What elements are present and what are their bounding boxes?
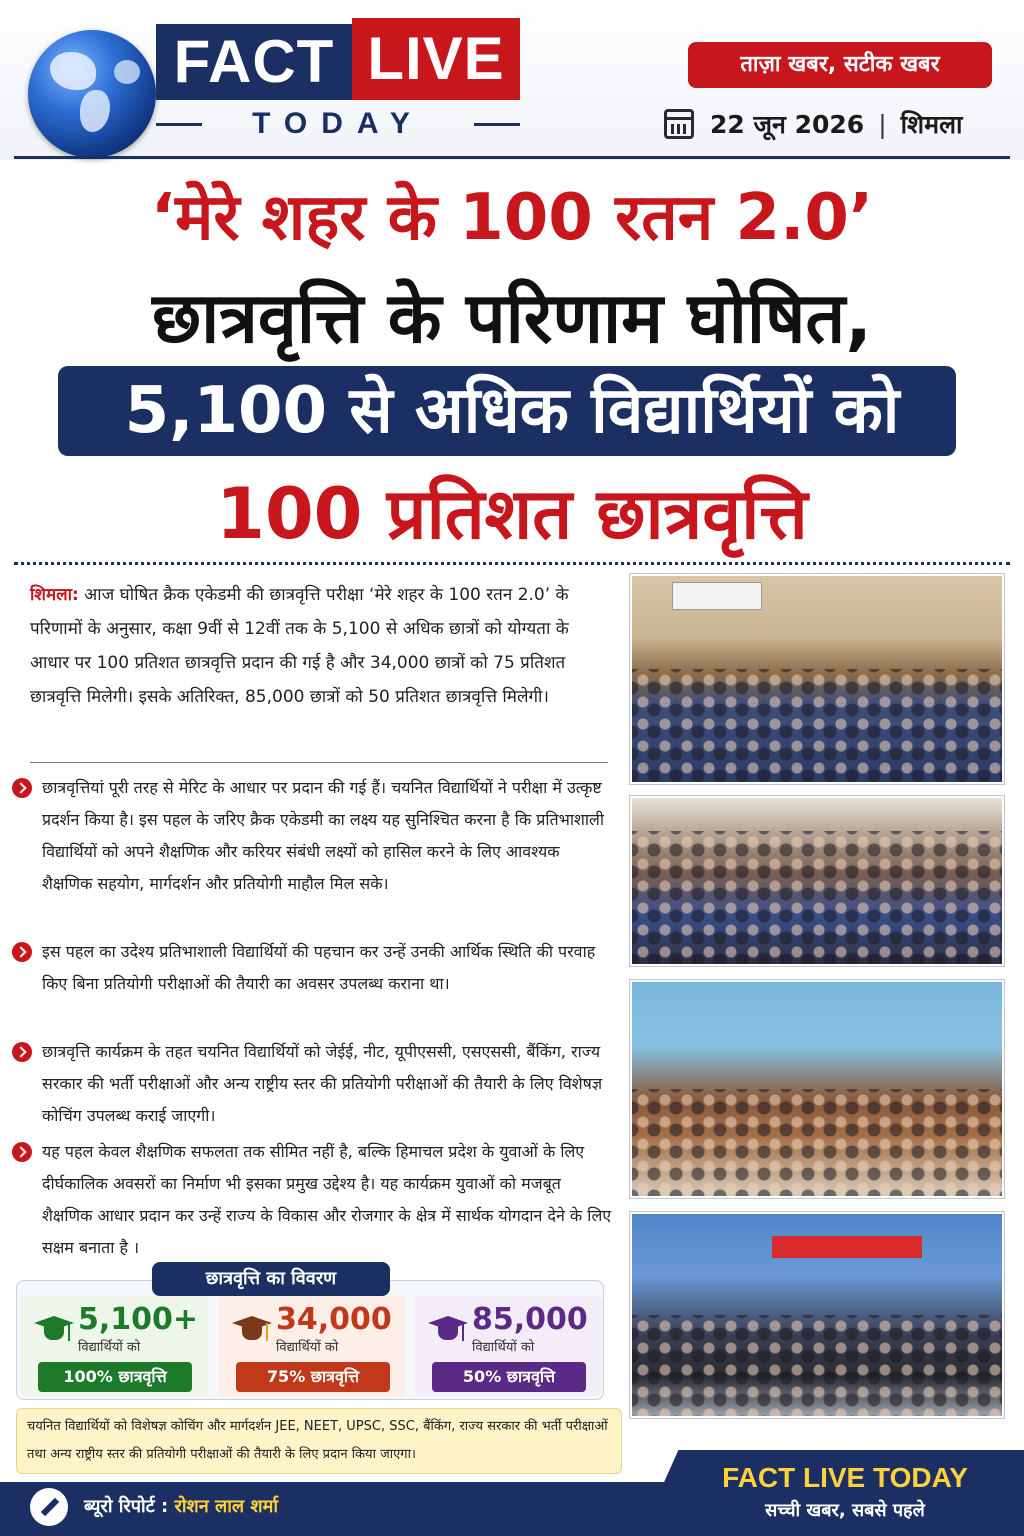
logo-word-today: TODAY (252, 107, 424, 140)
header (0, 0, 1024, 160)
bullet-text: छात्रवृत्ति कार्यक्रम के तहत चयनित विद्यार्थियों को जेईई, नीट, यूपीएससी, एसएससी, बैंकिंग, राज्य सरकार की भर्ती परीक्षाओं और अन्य राष्ट्रीय स्तर की प्रतियोगी परीक्षाओं की तैयारी के लिए विशेषज्ञ कोचिंग उपलब्ध कराई जाएगी। (42, 1042, 603, 1125)
lead-text: आज घोषित क्रैक एकेडमी की छात्रवृत्ति परीक्षा ‘मेरे शहर के 100 रतन 2.0’ के परिणामों के अनुसार, कक्षा 9वीं से 12वीं तक के 5,100 से अधिक छात्रों को योग्यता के आधार पर 100 प्रतिशत छात्रवृत्ति प्रदान की गई है और 34,000 छात्रों को 75 प्रतिशत छात्रवृत्ति मिलेगी। इसके अतिरिक्त, 85,000 छात्रों को 50 प्रतिशत छात्रवृत्ति मिलेगी। (30, 585, 569, 707)
headline-line-2: छात्रवृत्ति के परिणाम घोषित, (152, 277, 872, 359)
photo-signboard (672, 582, 762, 610)
photo-crowd (632, 1089, 1002, 1196)
scholarship-details-title: छात्रवृत्ति का विवरण (152, 1262, 390, 1296)
bullet-text: इस पहल का उदेश्य प्रतिभाशाली विद्यार्थियों की पहचान कर उन्हें उनकी आर्थिक स्थिति की परवाह किए बिना प्रतियोगी परीक्षाओं की तैयारी का अवसर उपलब्ध कराना था। (42, 942, 596, 993)
globe-icon (28, 30, 156, 158)
graduation-cap-icon (34, 1312, 74, 1346)
location-text: शिमला (900, 110, 963, 139)
logo-word-live: LIVE (352, 18, 520, 100)
photo-exam-room (630, 1212, 1004, 1418)
bullet-item (12, 936, 612, 1000)
header-tagline: ताज़ा खबर, सटीक खबर (688, 42, 992, 88)
chevron-right-icon (12, 1042, 32, 1062)
bullet-item (12, 1136, 612, 1264)
photo-crowd (632, 831, 1002, 964)
header-divider (14, 156, 1010, 159)
footer-brand: FACT LIVE TODAY (722, 1462, 968, 1493)
dateline-separator: | (878, 109, 887, 139)
stat-badge: 50% छात्रवृत्ति (432, 1362, 586, 1392)
chevron-right-icon (12, 942, 32, 962)
chevron-right-icon (12, 1142, 32, 1162)
stat-card-100 (20, 1296, 208, 1396)
photo-banner (772, 1236, 922, 1258)
chevron-right-icon (12, 778, 32, 798)
stat-label: विद्यार्थियों को (78, 1340, 141, 1355)
photo-exam-classroom (630, 980, 1004, 1198)
photo-students-hall (630, 796, 1004, 966)
photo-crowd (632, 669, 1002, 782)
headline-line-1: ‘मेरे शहर के 100 रतन 2.0’ (150, 181, 874, 255)
stat-label: विद्यार्थियों को (472, 1340, 535, 1355)
coaching-note: चयनित विद्यार्थियों को विशेषज्ञ कोचिंग और मार्गदर्शन JEE, NEET, UPSC, SSC, बैंकिंग, राज्य सरकार की भर्ती परीक्षाओं तथा अन्य राष्ट्रीय स्तर की प्रतियोगी परीक्षाओं की तैयारी के लिए प्रदान किया जाएगा। (16, 1408, 622, 1474)
headline-line-3: 5,100 से अधिक विद्यार्थियों को (124, 374, 900, 448)
dateline-city: शिमला: (30, 585, 79, 605)
lead-divider (30, 762, 608, 763)
reporter-label: ब्यूरो रिपोर्ट : (84, 1496, 175, 1517)
bullet-text: यह पहल केवल शैक्षणिक सफलता तक सीमित नहीं है, बल्कि हिमाचल प्रदेश के युवाओं के लिए दीर्घकालिक अवसरों का निर्माण भी इसका प्रमुख उद्देश्य है। यह कार्यक्रम युवाओं को मजबूत शैक्षणिक आधार प्रदान कर उन्हें राज्य के विकास और रोजगार के क्षेत्र में सार्थक योगदान देने के लिए सक्षम बनाता है । (42, 1142, 612, 1257)
stat-label: विद्यार्थियों को (276, 1340, 339, 1355)
stat-count: 5,100+ (78, 1302, 199, 1337)
dateline (664, 104, 1008, 144)
footer-brand-tagline: सच्ची खबर, सबसे पहले (765, 1500, 925, 1521)
bullet-item (12, 772, 612, 900)
lead-paragraph (30, 578, 612, 754)
stat-card-50 (414, 1296, 602, 1396)
stat-badge: 75% छात्रवृत्ति (236, 1362, 390, 1392)
calendar-icon (664, 109, 694, 139)
graduation-cap-icon (232, 1312, 272, 1346)
stat-badge: 100% छात्रवृत्ति (38, 1362, 192, 1392)
graduation-cap-icon (428, 1312, 468, 1346)
logo-today (156, 104, 520, 144)
pen-icon (30, 1488, 68, 1526)
reporter-name: रोशन लाल शर्मा (174, 1496, 279, 1517)
photo-students-courtyard (630, 574, 1004, 784)
stat-count: 85,000 (472, 1302, 588, 1337)
logo-word-fact: FACT (156, 24, 352, 100)
headline-divider (14, 562, 1010, 565)
stat-count: 34,000 (276, 1302, 392, 1337)
date-text: 22 जून 2026 (710, 110, 865, 139)
stat-card-75 (218, 1296, 406, 1396)
bullet-item (12, 1036, 612, 1132)
headline-line-4: 100 प्रतिशत छात्रवृत्ति (216, 473, 808, 555)
reporter-credit (84, 1488, 484, 1526)
photo-crowd (632, 1315, 1002, 1416)
bullet-text: छात्रवृत्तियां पूरी तरह से मेरिट के आधार पर प्रदान की गई हैं। चयनित विद्यार्थियों ने परीक्षा में उत्कृष्ट प्रदर्शन किया है। इस पहल के जरिए क्रैक एकेडमी का लक्ष्य यह सुनिश्चित करना है कि प्रतिभाशाली विद्यार्थियों को अपने शैक्षणिक और करियर संबंधी लक्ष्यों को हासिल करने के लिए आवश्यक शैक्षणिक सहयोग, मार्गदर्शन और प्रतियोगी माहौल मिल सके। (42, 778, 605, 893)
